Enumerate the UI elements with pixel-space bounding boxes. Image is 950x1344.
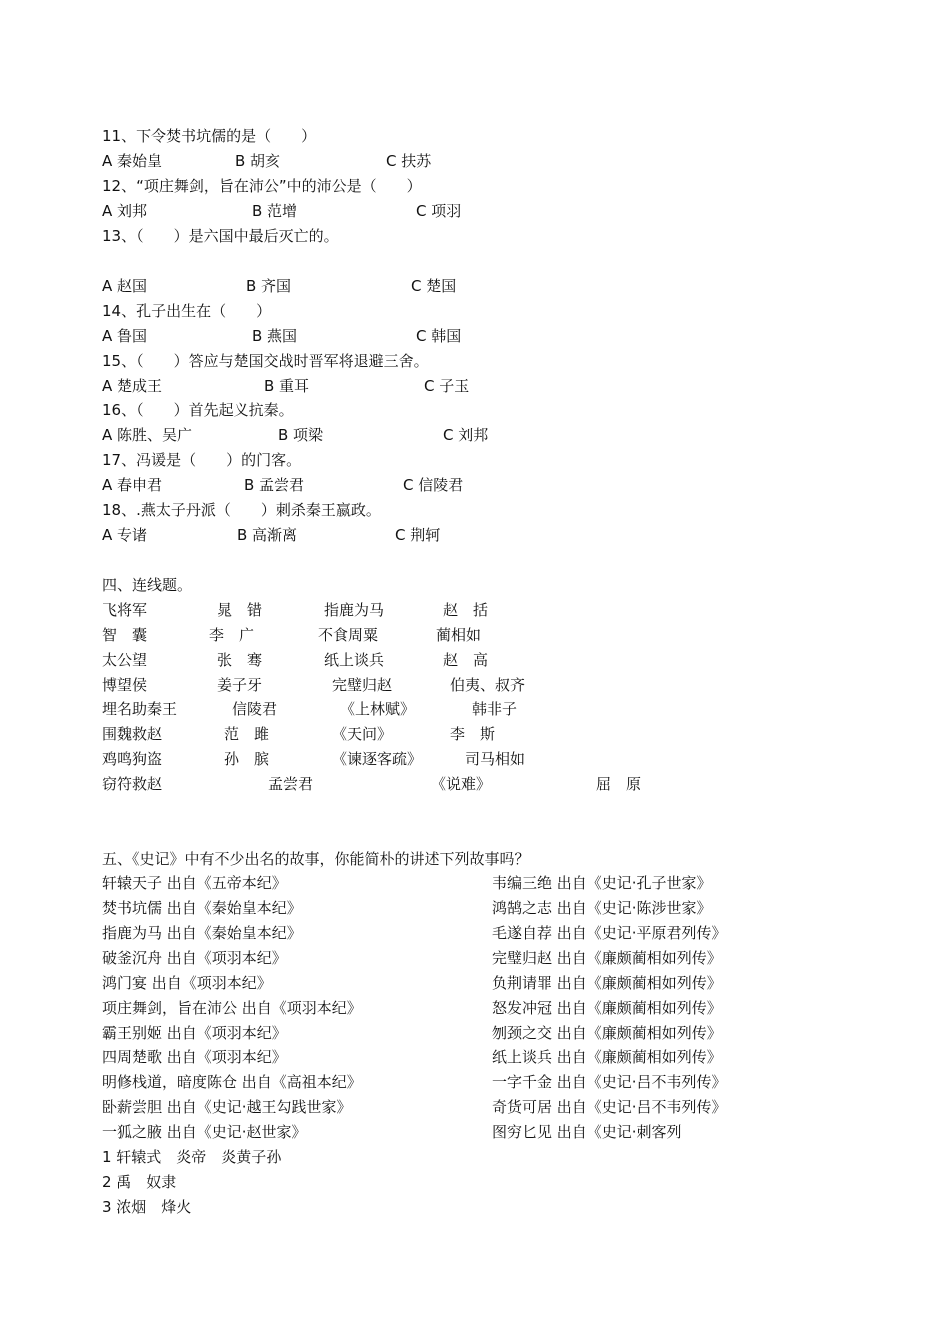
option-b: B 齐国	[246, 277, 292, 295]
match-cell: 李 斯	[450, 725, 496, 743]
option-b: B 孟尝君	[244, 476, 305, 494]
option-a: A 专诸	[102, 526, 148, 544]
match-cell: 张 骞	[217, 651, 263, 669]
option-c: C 韩国	[416, 327, 462, 345]
match-cell: 姜子牙	[217, 676, 263, 694]
match-cell: 《谏逐客疏》	[332, 750, 423, 768]
option-a: A 鲁国	[102, 327, 148, 345]
stories-title: 五、《史记》中有不少出名的故事，你能简朴的讲述下列故事吗？	[102, 850, 530, 868]
story-item: 图穷匕见 出自《史记·刺客列	[492, 1123, 682, 1141]
match-cell: 《上林赋》	[340, 700, 416, 718]
matching-title: 四、连线题。	[102, 576, 193, 594]
story-item: 纸上谈兵 出自《廉颇蔺相如列传》	[492, 1048, 722, 1066]
story-item: 负荆请罪 出自《廉颇蔺相如列传》	[492, 974, 722, 992]
match-cell: 蔺相如	[436, 626, 482, 644]
match-cell: 埋名助秦王	[102, 700, 178, 718]
story-item: 韦编三绝 出自《史记·孔子世家》	[492, 874, 712, 892]
question-12: 12、“项庄舞剑，旨在沛公”中的沛公是（ ）	[102, 177, 422, 195]
option-a: A 秦始皇	[102, 152, 163, 170]
match-cell: 赵 高	[443, 651, 489, 669]
answer-line: 3 浓烟 烽火	[102, 1198, 192, 1216]
option-a: A 刘邦	[102, 202, 148, 220]
question-13: 13、（ ）是六国中最后灭亡的。	[102, 227, 339, 245]
option-b: B 重耳	[264, 377, 310, 395]
match-cell: 屈 原	[596, 775, 642, 793]
match-cell: 孙 膑	[224, 750, 270, 768]
match-cell: 《天问》	[332, 725, 393, 743]
match-cell: 窃符救赵	[102, 775, 163, 793]
question-18: 18、.燕太子丹派（ ）刺杀秦王嬴政。	[102, 501, 381, 519]
story-item: 轩辕天子 出自《五帝本纪》	[102, 874, 287, 892]
option-a: A 楚成王	[102, 377, 163, 395]
question-11: 11、下令焚书坑儒的是（ ）	[102, 127, 317, 145]
option-b: B 项梁	[278, 426, 324, 444]
option-a: A 春申君	[102, 476, 163, 494]
question-14: 14、孔子出生在（ ）	[102, 302, 272, 320]
match-cell: 李 广	[209, 626, 255, 644]
story-item: 怒发冲冠 出自《廉颇蔺相如列传》	[492, 999, 722, 1017]
match-cell: 司马相如	[465, 750, 526, 768]
match-cell: 指鹿为马	[324, 601, 385, 619]
story-item: 完璧归赵 出自《廉颇蔺相如列传》	[492, 949, 722, 967]
match-cell: 智 囊	[102, 626, 148, 644]
option-c: C 项羽	[416, 202, 462, 220]
match-cell: 飞将军	[102, 601, 148, 619]
match-cell: 太公望	[102, 651, 148, 669]
question-16: 16、（ ）首先起义抗秦。	[102, 401, 294, 419]
story-item: 项庄舞剑，旨在沛公 出自《项羽本纪》	[102, 999, 362, 1017]
story-item: 毛遂自荐 出自《史记·平原君列传》	[492, 924, 727, 942]
story-item: 刎颈之交 出自《廉颇蔺相如列传》	[492, 1024, 722, 1042]
match-cell: 《说难》	[431, 775, 492, 793]
match-cell: 赵 括	[443, 601, 489, 619]
match-cell: 围魏救赵	[102, 725, 163, 743]
story-item: 明修栈道，暗度陈仓 出自《高祖本纪》	[102, 1073, 362, 1091]
story-item: 奇货可居 出自《史记·吕不韦列传》	[492, 1098, 727, 1116]
story-item: 卧薪尝胆 出自《史记·越王勾践世家》	[102, 1098, 352, 1116]
match-cell: 晁 错	[217, 601, 263, 619]
option-c: C 荆轲	[395, 526, 441, 544]
match-cell: 完璧归赵	[332, 676, 393, 694]
story-item: 焚书坑儒 出自《秦始皇本纪》	[102, 899, 302, 917]
question-17: 17、冯谖是（ ）的门客。	[102, 451, 302, 469]
option-c: C 楚国	[411, 277, 457, 295]
answer-line: 1 轩辕式 炎帝 炎黄子孙	[102, 1148, 282, 1166]
option-b: B 胡亥	[235, 152, 281, 170]
option-b: B 范增	[252, 202, 298, 220]
match-cell: 韩非子	[472, 700, 518, 718]
option-c: C 信陵君	[403, 476, 464, 494]
answer-line: 2 禹 奴隶	[102, 1173, 177, 1191]
option-a: A 赵国	[102, 277, 148, 295]
story-item: 破釜沉舟 出自《项羽本纪》	[102, 949, 287, 967]
story-item: 一狐之腋 出自《史记·赵世家》	[102, 1123, 307, 1141]
story-item: 一字千金 出自《史记·吕不韦列传》	[492, 1073, 727, 1091]
match-cell: 鸡鸣狗盗	[102, 750, 163, 768]
option-c: C 子玉	[424, 377, 470, 395]
option-c: C 扶苏	[386, 152, 432, 170]
option-b: B 燕国	[252, 327, 298, 345]
option-b: B 高渐离	[237, 526, 298, 544]
story-item: 鸿鹄之志 出自《史记·陈涉世家》	[492, 899, 712, 917]
question-15: 15、（ ）答应与楚国交战时晋军将退避三舍。	[102, 352, 429, 370]
option-a: A 陈胜、吴广	[102, 426, 193, 444]
match-cell: 纸上谈兵	[324, 651, 385, 669]
option-c: C 刘邦	[443, 426, 489, 444]
match-cell: 孟尝君	[268, 775, 314, 793]
story-item: 鸿门宴 出自《项羽本纪》	[102, 974, 272, 992]
story-item: 指鹿为马 出自《秦始皇本纪》	[102, 924, 302, 942]
story-item: 霸王别姬 出自《项羽本纪》	[102, 1024, 287, 1042]
match-cell: 范 雎	[224, 725, 270, 743]
match-cell: 不食周粟	[318, 626, 379, 644]
match-cell: 博望侯	[102, 676, 148, 694]
story-item: 四周楚歌 出自《项羽本纪》	[102, 1048, 287, 1066]
match-cell: 伯夷、叔齐	[450, 676, 526, 694]
match-cell: 信陵君	[232, 700, 278, 718]
